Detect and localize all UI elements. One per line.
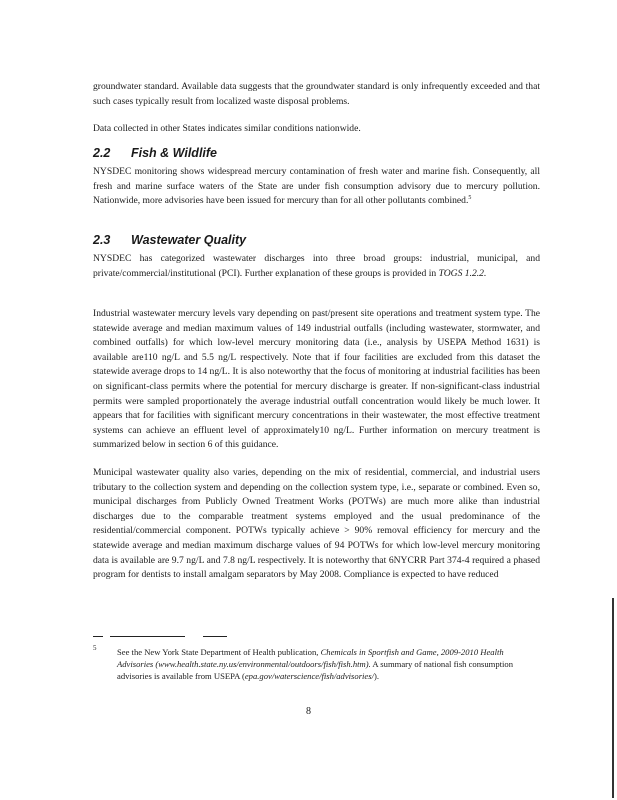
footnote-reference: 5: [468, 195, 472, 201]
footnote-text-part: ).: [373, 671, 379, 682]
heading-number: 2.3: [93, 233, 111, 247]
footnote-text: [93, 646, 540, 683]
footnote-rule: [110, 636, 185, 637]
togs-reference: TOGS 1.2.2.: [438, 267, 487, 279]
paragraph-industrial-wastewater: Industrial wastewater mercury levels vary depending on past/present site operations and treatment system type. The statewide average and median maximum values of 149 industrial outfalls (including wastewater, stormwater, and combined outfalls) for which low-level mercury monitoring data (i.e., analysis by USEPA Method 1631) is available are110 ng/L and 5.5 ng/L respectively. Note that if four facilities are excluded from this dataset the statewide average drops to 14 ng/L. It is also noteworthy that the focus of monitoring at industrial facilities has been on significant-class permits where the potential for mercury discharge is greater. If non-significant-class industrial permits were sampled proportionately the average industrial outfall concentration would likely be much lower. It appears that for facilities with significant mercury concentrations in their wastewater, the most effective treatment systems can achieve an effluent level of approximately10 ng/L. Further information on mercury treatment is summarized below in section 6 of this guidance.: [93, 308, 540, 451]
footnote-text-part: A summary of national fish consumption advisories is available from USEPA (: [117, 659, 514, 682]
paragraph-text: NYSDEC monitoring shows widespread mercury contamination of fresh water and marine fish. Consequently, all fresh and marine surface waters of the State are under fish consumption advisory due to mercury pollution. Nationwide, more advisories have been issued for mercury than for all other pollutants combined.: [93, 166, 540, 207]
heading-wastewater-quality: [93, 233, 246, 247]
footnote: [93, 646, 540, 683]
heading-number: 2.2: [93, 146, 111, 160]
paragraph-other-states: Data collected in other States indicates similar conditions nationwide.: [93, 123, 361, 134]
scan-edge-mark: [612, 598, 614, 798]
paragraph-groundwater: groundwater standard. Available data suggests that the groundwater standard is only infrequently exceeded and that such cases typically result from localized waste disposal problems.: [93, 81, 540, 107]
paragraph-text: NYSDEC has categorized wastewater discharges into three broad groups: industrial, municipal, and private/commercial/institutional (PCI). Further explanation of these groups is provided in: [93, 253, 540, 279]
footnote-rule-left: [93, 636, 103, 637]
paragraph-wastewater-groups: [93, 252, 540, 281]
footnote-mark: 5: [93, 644, 97, 652]
heading-title: Fish & Wildlife: [131, 146, 217, 160]
footnote-rule-right: [203, 636, 227, 637]
heading-title: Wastewater Quality: [131, 233, 247, 247]
paragraph-municipal-wastewater: Municipal wastewater quality also varies, depending on the mix of residential, commercial, and industrial users tributary to the collection system and depending on the collection system type, i.e., separate or combined. Even so, municipal discharges from Publicly Owned Treatment Works (POTWs) are much more alike than industrial discharges due to the comparable treatment systems employed and the usual predominance of the residential/commercial component. POTWs typically achieve > 90% removal efficiency for mercury and the statewide average and median maximum discharge values of 94 POTWs for which low-level mercury monitoring data is available are 9.7 ng/L and 7.8 ng/L respectively. It is noteworthy that 6NYCRR Part 374-4 required a phased program for dentists to install amalgam separators by May 2008. Compliance is expected to have reduced: [93, 467, 540, 581]
footnote-text-part: See the New York State Department of Health publication,: [117, 647, 321, 657]
footnote-link: epa.gov/waterscience/fish/advisories/: [244, 671, 374, 682]
heading-fish-wildlife: [93, 146, 217, 160]
paragraph-fish-wildlife: [93, 165, 540, 209]
footnote-publication-title: Chemicals in Sportfish and Game, 2009-2010 Health Advisories (www.health.state.ny.us/environmental/outdoors/fish/fish.htm).: [117, 647, 504, 670]
page-number: 8: [306, 706, 311, 717]
